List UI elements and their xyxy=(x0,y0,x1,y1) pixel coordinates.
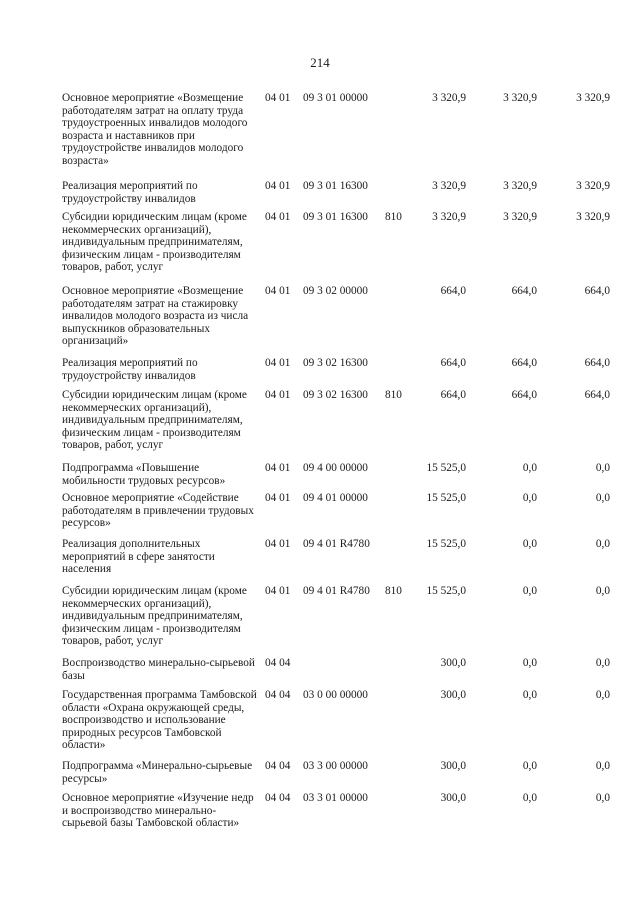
row-amount-year-3: 664,0 xyxy=(584,285,610,297)
row-amount-year-1: 664,0 xyxy=(440,285,466,297)
row-amount-year-2: 3 320,9 xyxy=(503,92,537,104)
row-amount-year-1: 3 320,9 xyxy=(432,211,466,223)
row-amount-year-1: 664,0 xyxy=(440,389,466,401)
row-section-code: 04 04 xyxy=(265,689,291,701)
row-section-code: 04 01 xyxy=(265,492,291,504)
row-target-article: 09 3 01 00000 xyxy=(303,92,368,104)
row-section-code: 04 01 xyxy=(265,462,291,474)
row-description: Основное мероприятие «Содействие работодателям в привлечении трудовых ресурсов» xyxy=(62,492,254,530)
row-amount-year-2: 664,0 xyxy=(511,357,537,369)
row-expense-type: 810 xyxy=(385,389,402,401)
row-section-code: 04 04 xyxy=(265,760,291,772)
row-amount-year-3: 664,0 xyxy=(584,389,610,401)
row-amount-year-1: 300,0 xyxy=(440,657,466,669)
row-amount-year-2: 0,0 xyxy=(522,760,537,772)
row-target-article: 09 4 01 00000 xyxy=(303,492,368,504)
row-amount-year-1: 15 525,0 xyxy=(426,492,466,504)
row-amount-year-3: 0,0 xyxy=(595,760,610,772)
row-section-code: 04 04 xyxy=(265,792,291,804)
row-description: Основное мероприятие «Возмещение работодателям затрат на оплату труда трудоустроенных инвалидов молодого возраста и наставников при трудоустройстве инвалидов молодого возраста» xyxy=(62,92,248,167)
row-amount-year-1: 664,0 xyxy=(440,357,466,369)
row-section-code: 04 01 xyxy=(265,538,291,550)
row-amount-year-2: 0,0 xyxy=(522,792,537,804)
row-target-article: 09 3 02 16300 xyxy=(303,389,368,401)
row-amount-year-3: 664,0 xyxy=(584,357,610,369)
row-amount-year-1: 3 320,9 xyxy=(432,92,466,104)
row-description: Основное мероприятие «Возмещение работодателям затрат на стажировку инвалидов молодого возраста из числа выпускников образовательных организаций» xyxy=(62,285,249,348)
row-description: Субсидии юридическим лицам (кроме некоммерческих организаций), индивидуальным предпринимателям, физическим лицам - производителям товаров, работ, услуг xyxy=(62,211,247,274)
row-section-code: 04 04 xyxy=(265,657,291,669)
row-target-article: 09 4 01 R4780 xyxy=(303,585,370,597)
row-amount-year-3: 0,0 xyxy=(595,492,610,504)
row-amount-year-2: 0,0 xyxy=(522,492,537,504)
row-section-code: 04 01 xyxy=(265,285,291,297)
page-number: 214 xyxy=(310,55,330,70)
row-amount-year-1: 300,0 xyxy=(440,689,466,701)
row-amount-year-2: 0,0 xyxy=(522,462,537,474)
row-amount-year-1: 3 320,9 xyxy=(432,180,466,192)
row-target-article: 03 0 00 00000 xyxy=(303,689,368,701)
row-target-article: 09 4 00 00000 xyxy=(303,462,368,474)
row-amount-year-2: 664,0 xyxy=(511,285,537,297)
row-section-code: 04 01 xyxy=(265,389,291,401)
row-target-article: 03 3 00 00000 xyxy=(303,760,368,772)
row-description: Реализация мероприятий по трудоустройству инвалидов xyxy=(62,180,198,205)
row-target-article: 09 3 01 16300 xyxy=(303,211,368,223)
row-amount-year-1: 300,0 xyxy=(440,792,466,804)
row-expense-type: 810 xyxy=(385,585,402,597)
row-description: Основное мероприятие «Изучение недр и воспроизводство минерально-сырьевой базы Тамбовской области» xyxy=(62,792,254,830)
row-amount-year-2: 3 320,9 xyxy=(503,180,537,192)
row-section-code: 04 01 xyxy=(265,180,291,192)
row-amount-year-3: 3 320,9 xyxy=(576,180,610,192)
row-amount-year-3: 0,0 xyxy=(595,689,610,701)
row-amount-year-1: 15 525,0 xyxy=(426,462,466,474)
row-section-code: 04 01 xyxy=(265,211,291,223)
row-expense-type: 810 xyxy=(385,211,402,223)
row-amount-year-2: 3 320,9 xyxy=(503,211,537,223)
row-amount-year-3: 0,0 xyxy=(595,538,610,550)
row-description: Подпрограмма «Повышение мобильности трудовых ресурсов» xyxy=(62,462,226,487)
row-amount-year-2: 0,0 xyxy=(522,689,537,701)
row-amount-year-1: 300,0 xyxy=(440,760,466,772)
row-description: Воспроизводство минерально-сырьевой базы xyxy=(62,657,255,682)
row-target-article: 09 3 02 16300 xyxy=(303,357,368,369)
row-target-article: 09 3 01 16300 xyxy=(303,180,368,192)
row-description: Субсидии юридическим лицам (кроме некоммерческих организаций), индивидуальным предпринимателям, физическим лицам - производителям товаров, работ, услуг xyxy=(62,389,247,452)
row-amount-year-3: 3 320,9 xyxy=(576,211,610,223)
row-amount-year-2: 0,0 xyxy=(522,585,537,597)
row-amount-year-3: 0,0 xyxy=(595,657,610,669)
row-section-code: 04 01 xyxy=(265,585,291,597)
row-description: Реализация дополнительных мероприятий в сфере занятости населения xyxy=(62,538,215,576)
row-description: Субсидии юридическим лицам (кроме некоммерческих организаций), индивидуальным предпринимателям, физическим лицам - производителям товаров, работ, услуг xyxy=(62,585,247,648)
row-amount-year-3: 3 320,9 xyxy=(576,92,610,104)
row-target-article: 09 4 01 R4780 xyxy=(303,538,370,550)
row-amount-year-3: 0,0 xyxy=(595,462,610,474)
row-amount-year-1: 15 525,0 xyxy=(426,538,466,550)
row-amount-year-2: 664,0 xyxy=(511,389,537,401)
row-description: Подпрограмма «Минерально-сырьевые ресурсы» xyxy=(62,760,253,785)
row-amount-year-2: 0,0 xyxy=(522,538,537,550)
row-description: Государственная программа Тамбовской области «Охрана окружающей среды, воспроизводство и использование природных ресурсов Тамбовской области» xyxy=(62,689,257,752)
row-amount-year-3: 0,0 xyxy=(595,792,610,804)
row-section-code: 04 01 xyxy=(265,92,291,104)
row-target-article: 03 3 01 00000 xyxy=(303,792,368,804)
row-amount-year-1: 15 525,0 xyxy=(426,585,466,597)
row-amount-year-3: 0,0 xyxy=(595,585,610,597)
row-amount-year-2: 0,0 xyxy=(522,657,537,669)
row-section-code: 04 01 xyxy=(265,357,291,369)
row-description: Реализация мероприятий по трудоустройству инвалидов xyxy=(62,357,198,382)
row-target-article: 09 3 02 00000 xyxy=(303,285,368,297)
